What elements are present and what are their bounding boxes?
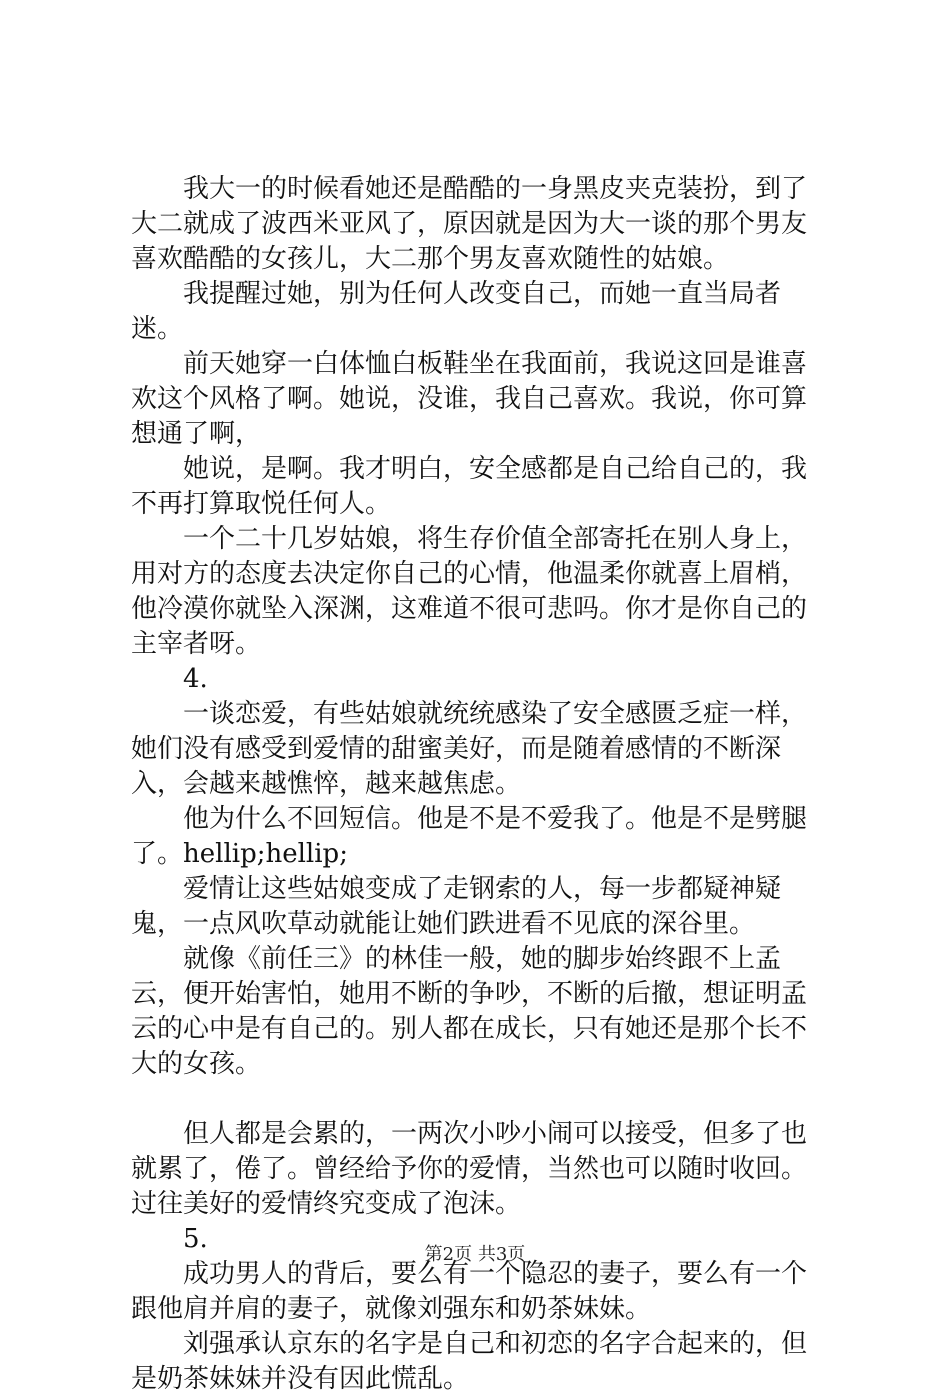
paragraph: 就像《前任三》的林佳一般，她的脚步始终跟不上孟云，便开始害怕，她用不断的争吵，不断的后撤，想证明孟云的心中是有自己的。别人都在成长，只有她还是那个长不大的女孩。: [131, 944, 808, 1079]
page-footer: 第2页 共3页: [424, 1244, 526, 1265]
paragraph: 我提醒过她，别为任何人改变自己，而她一直当局者迷。: [131, 279, 782, 344]
section-number: 5.: [183, 1224, 208, 1254]
blank-line: [131, 1082, 831, 1117]
paragraph: 他为什么不回短信。他是不是不爱我了。他是不是劈腿了。hellip;hellip;: [131, 804, 808, 869]
paragraph: 我大一的时候看她还是酷酷的一身黑皮夹克装扮，到了大二就成了波西米亚风了，原因就是因为大一谈的那个男友喜欢酷酷的女孩儿，大二那个男友喜欢随性的姑娘。: [131, 174, 808, 274]
paragraph: 一谈恋爱，有些姑娘就统统感染了安全感匮乏症一样，她们没有感受到爱情的甜蜜美好，而是随着感情的不断深入，会越来越憔悴，越来越焦虑。: [131, 699, 808, 799]
paragraph: 一个二十几岁姑娘，将生存价值全部寄托在别人身上，用对方的态度去决定你自己的心情，他温柔你就喜上眉梢，他冷漠你就坠入深渊，这难道不很可悲吗。你才是你自己的主宰者呀。: [131, 524, 808, 659]
document-body: [131, 172, 831, 1397]
paragraph: 但人都是会累的，一两次小吵小闹可以接受，但多了也就累了，倦了。曾经给予你的爱情，当然也可以随时收回。过往美好的爱情终究变成了泡沫。: [131, 1119, 808, 1219]
paragraph: 爱情让这些姑娘变成了走钢索的人，每一步都疑神疑鬼，一点风吹草动就能让她们跌进看不见底的深谷里。: [131, 874, 782, 939]
paragraph: 成功男人的背后，要么有一个隐忍的妻子，要么有一个跟他肩并肩的妻子，就像刘强东和奶茶妹妹。: [131, 1259, 808, 1324]
paragraph: 刘强承认京东的名字是自己和初恋的名字合起来的，但是奶茶妹妹并没有因此慌乱。: [131, 1329, 808, 1394]
paragraph: 前天她穿一白体恤白板鞋坐在我面前，我说这回是谁喜欢这个风格了啊。她说，没谁，我自己喜欢。我说，你可算想通了啊，: [131, 349, 808, 449]
section-number: 4.: [183, 664, 208, 694]
paragraph: 她说，是啊。我才明白，安全感都是自己给自己的，我不再打算取悦任何人。: [131, 454, 808, 519]
